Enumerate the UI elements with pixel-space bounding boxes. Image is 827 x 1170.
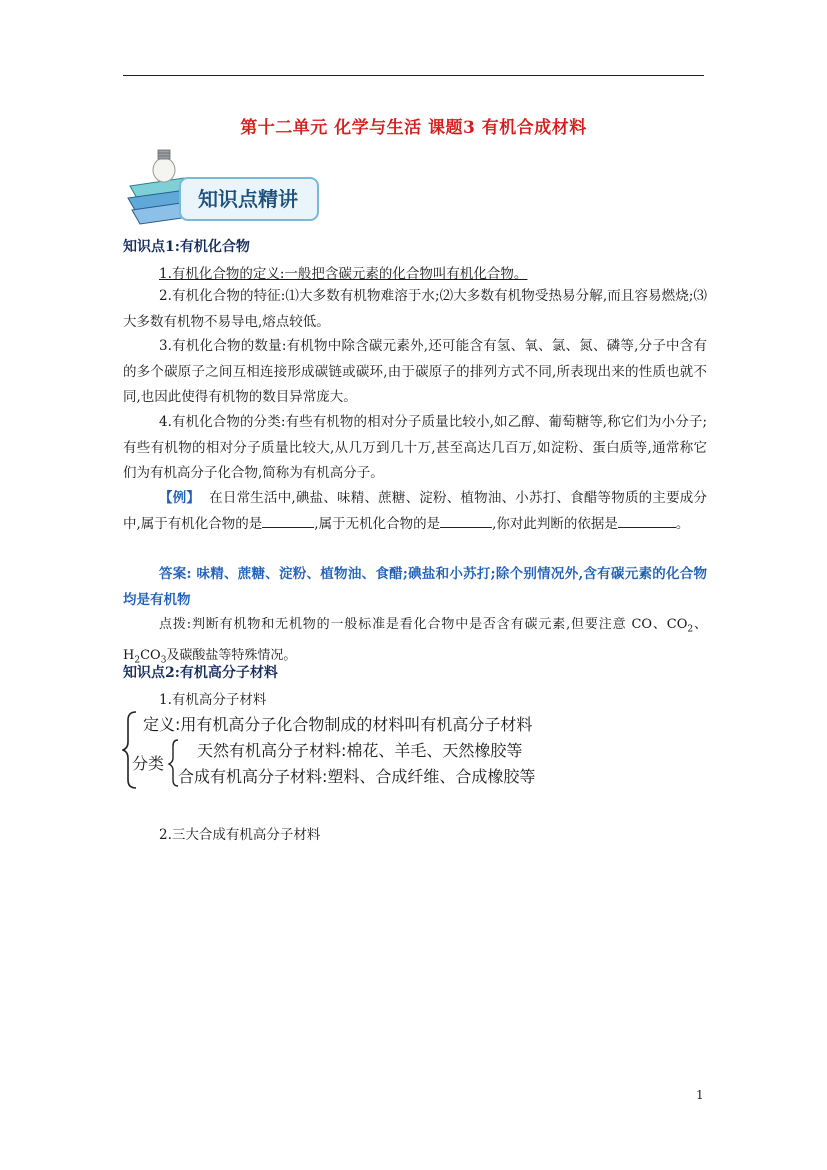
example-tag: 【例】 — [159, 490, 201, 506]
classification-label: 分类 — [132, 754, 165, 773]
example-q4: 。 — [675, 515, 690, 532]
synthetic-polymer: 合成有机高分子材料:塑料、合成纤维、合成橡胶等 — [178, 767, 536, 786]
tip-text-d: 及碳酸盐等特殊情况。 — [166, 648, 297, 664]
section-heading-2: 知识点2:有机高分子材料 — [123, 665, 278, 681]
item-three-synthetic: 2.三大合成有机高分子材料 — [159, 827, 321, 843]
subscript-3: 3 — [160, 655, 167, 666]
polymer-definition: 定义:用有机高分子化合物制成的材料叫有机高分子材料 — [143, 715, 533, 734]
tip-text-a: 点拨:判断有机物和无机物的一般标准是看化合物中是否含有碳元素,但要注意 CO、CO — [159, 617, 688, 632]
paragraph-definition — [159, 262, 527, 282]
paragraph-quantity: 3.有机化合物的数量:有机物中除含碳元素外,还可能含有氢、氧、氯、氮、磷等,分子中含有的多个碳原子之间互相连接形成碳链或碳环,由于碳原子的排列方式不同,所表现出来的性质也就不同,也因此使得有机物的数目异常庞大。 — [123, 338, 707, 405]
tip-text-b: 、H — [123, 617, 707, 664]
definition-text: 1.有机化合物的定义:一般把含碳元素的化合物叫有机化合物。 — [159, 266, 528, 282]
answer-blank-2 — [440, 514, 492, 528]
header-rule — [123, 75, 704, 76]
example-answer: 答案: 味精、蔗糖、淀粉、植物油、食醋;碘盐和小苏打;除个别情况外,含有碳元素的化合物均是有机物 — [123, 566, 707, 608]
subscript-2: 2 — [687, 624, 694, 635]
natural-polymer: 天然有机高分子材料:棉花、羊毛、天然橡胶等 — [197, 741, 523, 760]
subscript-2b: 2 — [134, 655, 141, 666]
lightbulb-icon — [153, 150, 175, 182]
section-heading-1: 知识点1:有机化合物 — [123, 239, 250, 255]
paragraph-classification: 4.有机化合物的分类:有些有机物的相对分子质量比较小,如乙醇、葡萄糖等,称它们为小分子;有些有机物的相对分子质量比较大,从几万到几十万,甚至高达几百万,如淀粉、蛋白质等,通常称它们为有机高分子化合物,简称为有机高分子。 — [123, 414, 707, 481]
example-q2: ,属于无机化合物的是 — [314, 515, 441, 532]
example-q3: ,你对此判断的依据是 — [492, 515, 618, 532]
item-polymer-materials: 1.有机高分子材料 — [159, 692, 267, 708]
page-title: 第十二单元 化学与生活 课题3 有机合成材料 — [240, 118, 587, 138]
answer-blank-1 — [262, 514, 314, 528]
paragraph-features: 2.有机化合物的特征:⑴大多数有机物难溶于水;⑵大多数有机物受热易分解,而且容易燃烧;⑶大多数有机物不易导电,熔点较低。 — [123, 288, 707, 330]
answer-blank-3 — [618, 514, 676, 528]
tip-text-c: CO — [140, 648, 161, 664]
example-question — [123, 486, 707, 537]
example-q1: 在日常生活中,碘盐、味精、蔗糖、淀粉、植物油、小苏打、食醋等物质的主要成分中,属于有机化合物的是 — [123, 490, 708, 532]
knowledge-banner — [124, 148, 324, 228]
page-number: 1 — [696, 1088, 704, 1102]
banner-label: 知识点精讲 — [198, 187, 298, 211]
